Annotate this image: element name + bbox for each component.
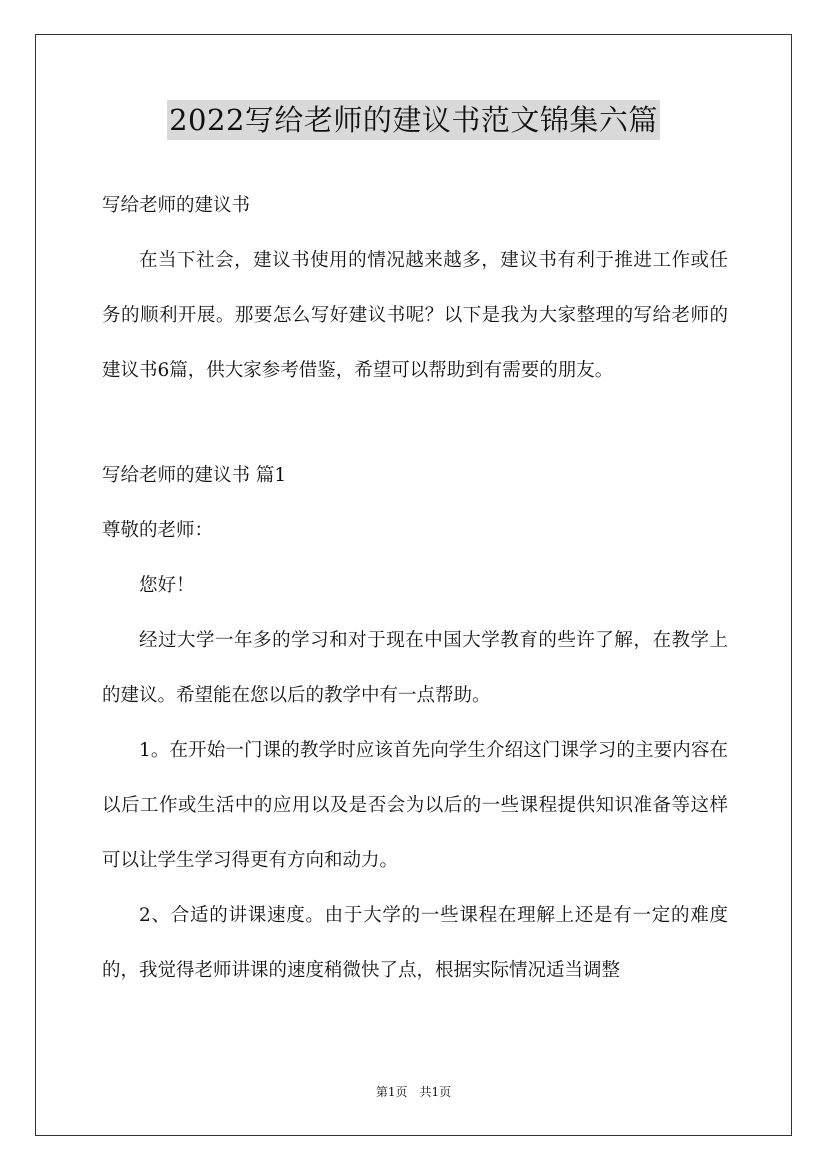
article-heading: 写给老师的建议书 篇1 [102,465,287,486]
intro-paragraph: 在当下社会，建议书使用的情况越来越多，建议书有利于推进工作或任务的顺利开展。那要怎么写好建议书呢？以下是我为大家整理的写给老师的建议书6篇，供大家参考借鉴，希望可以帮助到有需要的朋友。 [102,250,728,381]
body-paragraph: 1。在开始一门课的教学时应该首先向学生介绍这门课学习的主要内容在以后工作或生活中的应用以及是否会为以后的一些课程提供知识准备等这样可以让学生学习得更有方向和动力。 [102,740,728,871]
salutation: 尊敬的老师： [102,520,214,541]
greeting: 您好！ [139,575,195,596]
page-total: 共1页 [419,1085,452,1099]
document-body [102,178,728,998]
page-number: 第1页 [375,1085,408,1099]
document-title: 2022写给老师的建议书范文锦集六篇 [167,100,660,140]
body-paragraph: 2、合适的讲课速度。由于大学的一些课程在理解上还是有一定的难度的，我觉得老师讲课的速度稍微快了点，根据实际情况适当调整 [102,905,728,981]
section-heading: 写给老师的建议书 [102,195,251,216]
page-footer [0,1084,827,1100]
body-paragraph: 经过大学一年多的学习和对于现在中国大学教育的些许了解，在教学上的建议。希望能在您以后的教学中有一点帮助。 [102,630,728,706]
title-container [0,100,827,140]
